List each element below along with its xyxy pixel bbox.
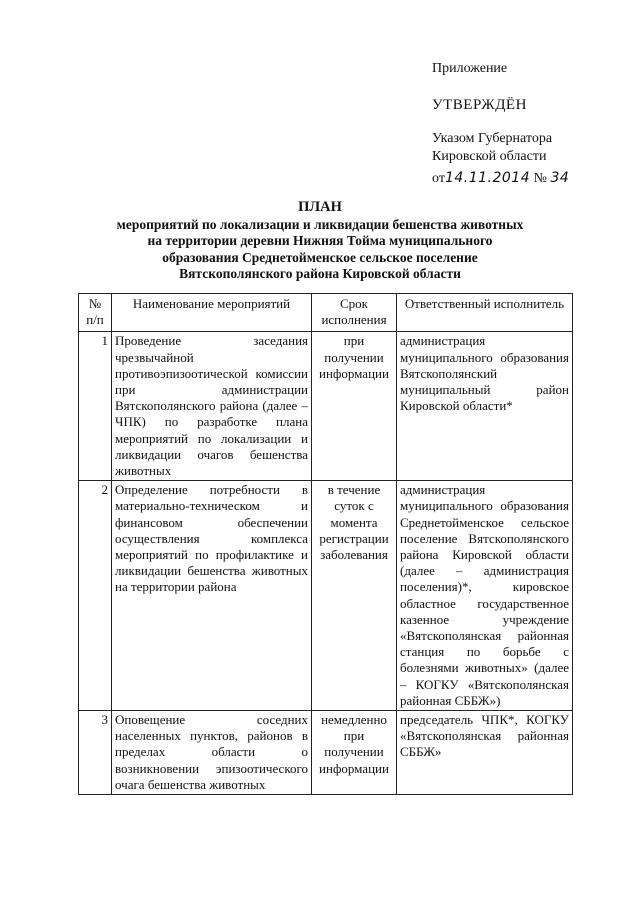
row-deadline: немедленно при получении информации xyxy=(312,711,397,795)
row-responsible: председатель ЧПК*, КОГКУ «Вятскополянская районная СББЖ» xyxy=(397,711,573,795)
plan-subtitle-line: мероприятий по локализации и ликвидации бешенства животных xyxy=(116,216,524,232)
plan-heading xyxy=(80,199,560,283)
table-row xyxy=(79,332,573,481)
number-sign: № xyxy=(533,171,547,186)
decree-line: Указом Губернатора xyxy=(432,131,553,146)
date-prefix: от xyxy=(432,171,445,186)
row-responsible: администрация муниципального образования Вятскополянский муниципальный район Кировской области* xyxy=(397,332,573,481)
table-row xyxy=(79,481,573,711)
row-deadline: при получении информации xyxy=(312,332,397,481)
table-header-row xyxy=(79,294,573,332)
handwritten-number: 34 xyxy=(550,170,570,186)
row-name: Оповещение соседних населенных пунктов, районов в пределах области о возникновении эпизоотического очага бешенства животных xyxy=(112,711,312,795)
plan-subtitle-line: образования Среднетойменское сельское поселение xyxy=(162,249,478,265)
header-num: № п/п xyxy=(79,294,112,332)
row-responsible: администрация муниципального образования Среднетойменское сельское поселение Вятскополянского района Кировской области (далее – администрация поселения)*, кировское областное государственное казенное учреждение «Вятскополянская районная станция по борьбе с болезнями животных» (далее – КОГКУ «Вятскополянская районная СББЖ») xyxy=(397,481,573,711)
header-name: Наименование мероприятий xyxy=(112,294,312,332)
plan-title: ПЛАН xyxy=(298,199,342,215)
row-name: Проведение заседания чрезвычайной противоэпизоотической комиссии при администрации Вятскополянского района (далее – ЧПК) по разработке плана мероприятий по локализации и ликвидации очагов бешенства животных xyxy=(112,332,312,481)
appendix-label: Приложение xyxy=(432,61,508,76)
approval-block xyxy=(432,60,612,188)
plan-subtitle-line: на территории деревни Нижняя Тойма муниципального xyxy=(147,233,493,248)
row-num: 1 xyxy=(79,332,112,481)
row-num: 2 xyxy=(79,481,112,711)
region-line: Кировской области xyxy=(432,149,547,164)
table-row xyxy=(79,711,573,795)
row-num: 3 xyxy=(79,711,112,795)
header-deadline: Срок исполнения xyxy=(312,294,397,332)
row-deadline: в течение суток с момента регистрации заболевания xyxy=(312,481,397,711)
plan-subtitle-line: Вятскополянского района Кировской области xyxy=(179,266,461,281)
handwritten-date: 14.11.2014 xyxy=(444,170,531,186)
header-responsible: Ответственный исполнитель xyxy=(397,294,573,332)
approved-stamp-text: УТВЕРЖДЁН xyxy=(432,97,527,113)
row-name: Определение потребности в материально-техническом и финансовом обеспечении осуществления комплекса мероприятий по профилактике и ликвидации бешенства животных на территории района xyxy=(112,481,312,711)
decree-date-number xyxy=(432,169,612,188)
plan-table xyxy=(78,293,573,795)
